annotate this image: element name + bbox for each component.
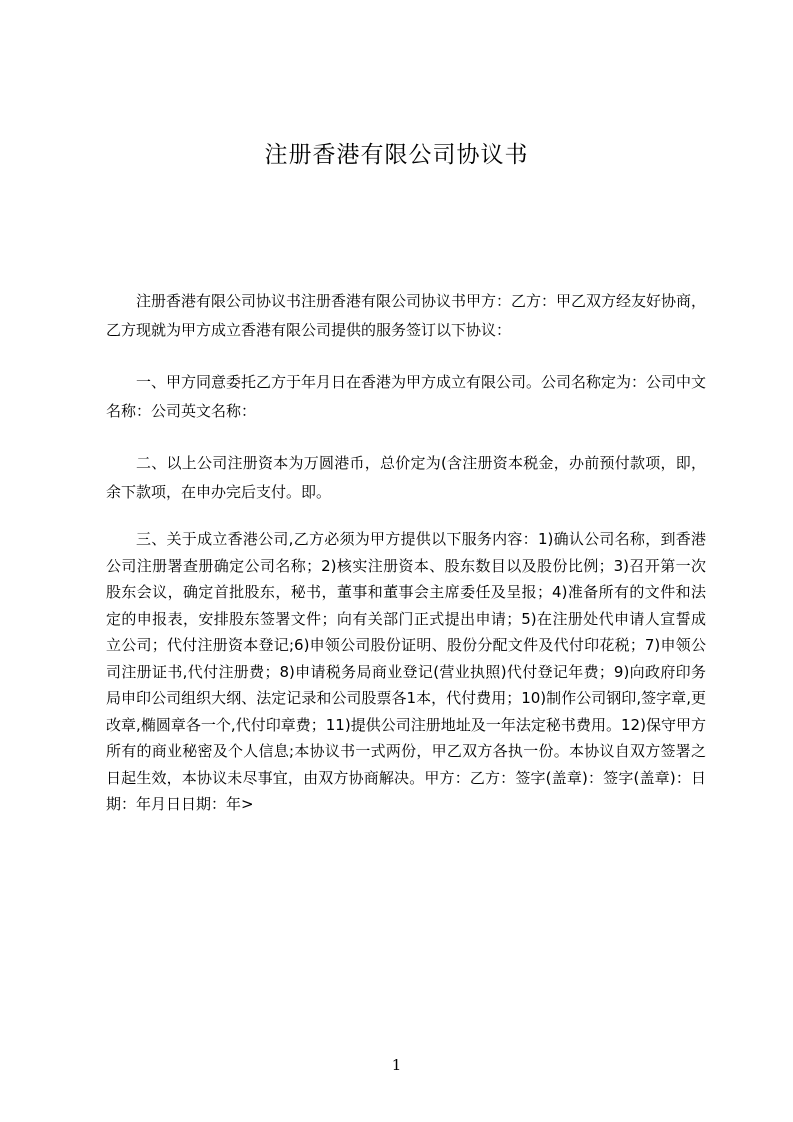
document-title: 注册香港有限公司协议书 <box>264 142 529 168</box>
page-number: 1 <box>391 1056 402 1074</box>
paragraph-clause-3: 三、关于成立香港公司,乙方必须为甲方提供以下服务内容：1)确认公司名称，到香港公司注册署查册确定公司名称；2)核实注册资本、股东数目以及股份比例；3)召开第一次股东会议，确定首批股东，秘书，董事和董事会主席委任及呈报；4)准备所有的文件和法定的申报表，安排股东签署文件；向有关部门正式提出申请；5)在注册处代申请人宣誓成立公司；代付注册资本登记;6)申领公司股份证明、股份分配文件及代付印花税；7)申领公司注册证书,代付注册费；8)申请税务局商业登记(营业执照)代付登记年费；9)向政府印务局申印公司组织大纲、法定记录和公司股票各1本，代付费用；10)制作公司钢印,签字章,更改章,椭圆章各一个,代付印章费；11)提供公司注册地址及一年法定秘书费用。12)保守甲方所有的商业秘密及个人信息;本协议书一式两份，甲乙双方各执一份。本协议自双方签署之日起生效，本协议未尽事宜，由双方协商解决。甲方：乙方：签字(盖章)：签字(盖章)：日期：年月日日期：年> <box>106 530 706 813</box>
paragraph-intro: 注册香港有限公司协议书注册香港有限公司协议书甲方：乙方：甲乙双方经友好协商，乙方现就为甲方成立香港有限公司提供的服务签订以下协议： <box>106 292 707 339</box>
paragraph-clause-2: 二、以上公司注册资本为万圆港币，总价定为(含注册资本税金，办前预付款项，即，余下款项，在申办完后支付。即。 <box>106 454 706 501</box>
paragraph-clause-1: 一、甲方同意委托乙方于年月日在香港为甲方成立有限公司。公司名称定为：公司中文名称：公司英文名称： <box>106 373 707 420</box>
